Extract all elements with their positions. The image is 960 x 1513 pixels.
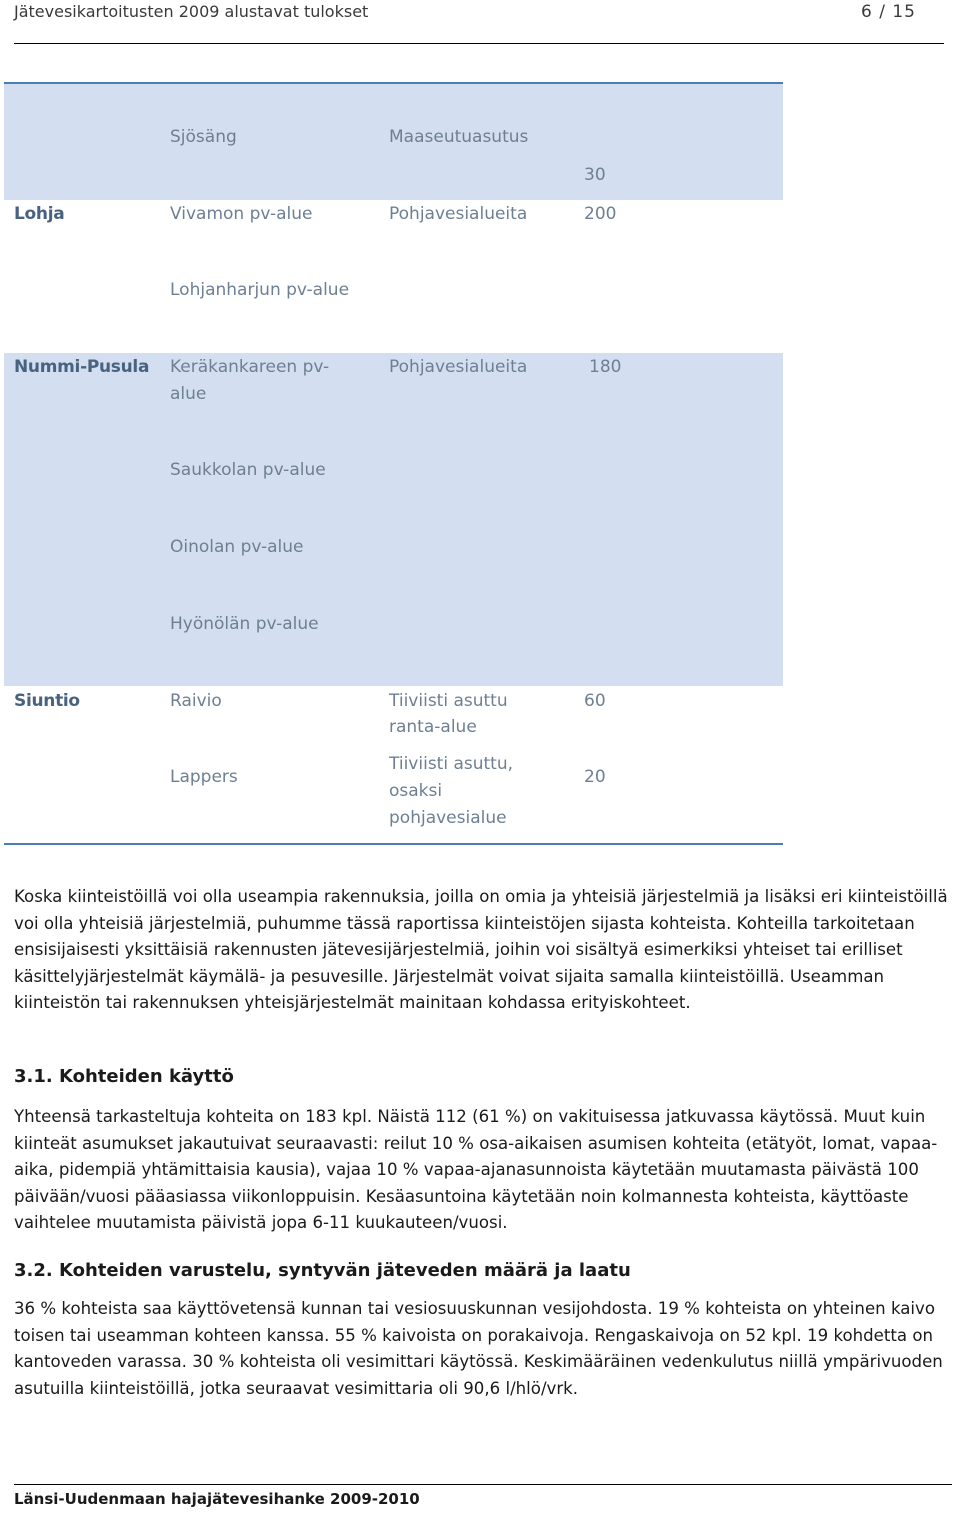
table-cell-type: Pohjavesialueita xyxy=(389,204,528,224)
table-cell-area: Saukkolan pv-alue xyxy=(170,460,326,480)
table-cell-type: Tiiviisti asuttu, xyxy=(389,754,514,774)
page-number: 6 / 15 xyxy=(861,2,916,22)
equipment-paragraph: 36 % kohteista saa käyttövetensä kunnan tai vesiosuuskunnan vesijohdosta. 19 % kohteista on yhteinen kaivo toisen tai useamman kohteen kanssa. 55 % kaivoista on porakaivoja. Rengaskaivoja on 52 kpl. 19 kohdetta on kantoveden varassa. 30 % kohteista oli vesimittari käytössä. Keskimääräinen vedenkulutus niillä ympärivuoden asutuilla kiinteistöillä, jotka seuraavat vesimittaria oli 90,6 l/hlö/vrk. xyxy=(14,1299,943,1398)
table-cell-area: Oinolan pv-alue xyxy=(170,537,304,557)
table-cell-type-cont: ranta-alue xyxy=(389,717,477,737)
table-cell-region: Lohja xyxy=(14,204,65,224)
footer-divider xyxy=(14,1484,952,1485)
table-cell-area: Lohjanharjun pv-alue xyxy=(170,280,350,300)
intro-paragraph: Koska kiinteistöillä voi olla useampia rakennuksia, joilla on omia ja yhteisiä järjestelmiä ja lisäksi eri kiinteistöillä voi olla yhteisiä järjestelmiä, puhumme tässä raportissa kiinteistöjen sijasta kohteista. Kohteilla tarkoitetaan ensisijaisesti yksittäisiä rakennusten jätevesijärjestelmiä, joihin voi sisältyä esimerkiksi yhteiset tai erilliset käsittelyjärjestelmät käymälä- ja pesuvesille. Järjestelmät voivat sijaita samalla kiinteistöillä. Useamman kiinteistön tai rakennuksen yhteisjärjestelmät mainitaan kohdassa erityiskohteet. xyxy=(14,887,948,1013)
table-cell-type: Maaseutuasutus xyxy=(389,127,529,147)
header-divider xyxy=(14,43,944,44)
table-cell-region: Siuntio xyxy=(14,691,80,711)
table-cell-area-cont: alue xyxy=(170,384,207,404)
table-cell-area: Keräkankareen pv- xyxy=(170,357,330,377)
table-cell-count: 200 xyxy=(584,204,617,224)
section-heading-3-1: 3.1. Kohteiden käyttö xyxy=(14,1066,234,1087)
section-heading-3-2: 3.2. Kohteiden varustelu, syntyvän jäteveden määrä ja laatu xyxy=(14,1260,631,1281)
table-cell-type: Tiiviisti asuttu xyxy=(389,691,508,711)
table-cell-count: 30 xyxy=(584,165,606,185)
table-cell-area: Hyönölän pv-alue xyxy=(170,614,319,634)
footer-text: Länsi-Uudenmaan hajajätevesihanke 2009-2010 xyxy=(14,1490,420,1508)
table-cell-area: Lappers xyxy=(170,767,238,787)
table-cell-count: 60 xyxy=(584,691,606,711)
table-cell-count: 180 xyxy=(589,357,622,377)
table-top-border xyxy=(4,82,783,84)
table-cell-area: Vivamon pv-alue xyxy=(170,204,313,224)
table-bottom-border xyxy=(4,843,783,845)
table-cell-type-cont: osaksi xyxy=(389,781,443,801)
usage-paragraph: Yhteensä tarkasteltuja kohteita on 183 kpl. Näistä 112 (61 %) on vakituisessa jatkuvassa käytössä. Muut kuin kiinteät asumukset jakautuivat seuraavasti: reilut 10 % osa-aikaisen asumisen kohteita (etätyöt, lomat, vapaa-aika, pidempiä yhtämittaisia kausia), vajaa 10 % vapaa-ajanasunnoista käytetään muutamasta päivästä 100 päivään/vuosi pääasiassa viikonloppuisin. Kesäasuntoina käytetään noin kolmannesta kohteista, käyttöaste vaihtelee muutamista päivistä jopa 6-11 kuukauteen/vuosi. xyxy=(14,1107,938,1233)
document-header-title: Jätevesikartoitusten 2009 alustavat tulokset xyxy=(14,2,369,21)
table-cell-count: 20 xyxy=(584,767,606,787)
table-cell-area: Sjösäng xyxy=(170,127,237,147)
table-shade-mid xyxy=(4,353,783,686)
table-cell-region: Nummi-Pusula xyxy=(14,357,150,377)
table-cell-type-cont: pohjavesialue xyxy=(389,808,507,828)
table-cell-area: Raivio xyxy=(170,691,222,711)
table-cell-type: Pohjavesialueita xyxy=(389,357,528,377)
